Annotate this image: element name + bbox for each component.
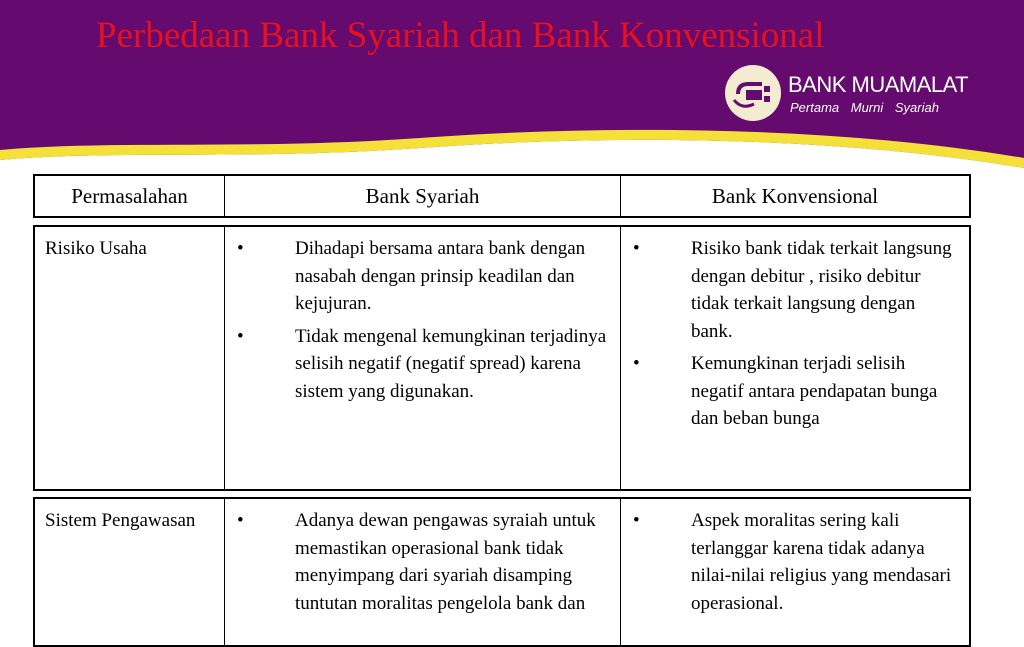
konvensional-cell: [621, 499, 969, 645]
syariah-cell: [225, 499, 621, 645]
bullet: •: [633, 238, 640, 259]
table-row: [33, 225, 971, 491]
bullet: •: [633, 353, 640, 374]
column-header-bank-konvensional: Bank Konvensional: [711, 183, 879, 208]
list-item: [235, 507, 610, 617]
item-text: Aspek moralitas sering kali terlanggar karena tidak adanya nilai-nilai religius yang mendasari operasional.: [691, 510, 952, 614]
item-text: Dihadapi bersama antara bank dengan nasabah dengan prinsip keadilan dan kejujuran.: [295, 238, 586, 314]
bullet: •: [237, 510, 244, 531]
list-item: [235, 235, 610, 318]
row-label: Risiko Usaha: [35, 227, 225, 489]
table-header: [33, 174, 971, 218]
item-text: Tidak mengenal kemungkinan terjadinya selisih negatif (negatif spread) karena sistem yang digunakan.: [295, 325, 607, 402]
logo-name: BANK MUAMALAT: [788, 72, 969, 97]
bullet: •: [237, 325, 244, 347]
item-text: Kemungkinan terjadi selisih negatif antara pendapatan bunga dan beban bunga: [691, 353, 938, 429]
bank-logo: [724, 64, 984, 124]
row-label: Sistem Pengawasan: [35, 499, 225, 645]
logo-tagline: Pertama Murni Syariah: [790, 100, 939, 115]
column-header-bank-syariah: Bank Syariah: [225, 176, 621, 216]
table-row: [33, 497, 971, 647]
item-text: Adanya dewan pengawas syraiah untuk memastikan operasional bank tidak menyimpang dari syariah disamping tuntutan moralitas pengelola bank dan: [295, 510, 596, 614]
konvensional-cell: [621, 227, 969, 489]
muamalat-logo-icon: [724, 64, 782, 122]
column-header-permasalahan: Permasalahan: [35, 176, 225, 216]
bullet: •: [237, 238, 244, 259]
slide-title: Perbedaan Bank Syariah dan Bank Konvensional: [96, 15, 825, 56]
item-text: Risiko bank tidak terkait langsung dengan debitur , risiko debitur tidak terkait langsung dengan bank.: [691, 238, 952, 342]
list-item: [631, 507, 959, 617]
bullet: •: [633, 510, 640, 531]
list-item: [631, 235, 959, 345]
syariah-cell: [225, 227, 621, 489]
list-item: [235, 323, 610, 406]
list-item: [631, 350, 959, 433]
